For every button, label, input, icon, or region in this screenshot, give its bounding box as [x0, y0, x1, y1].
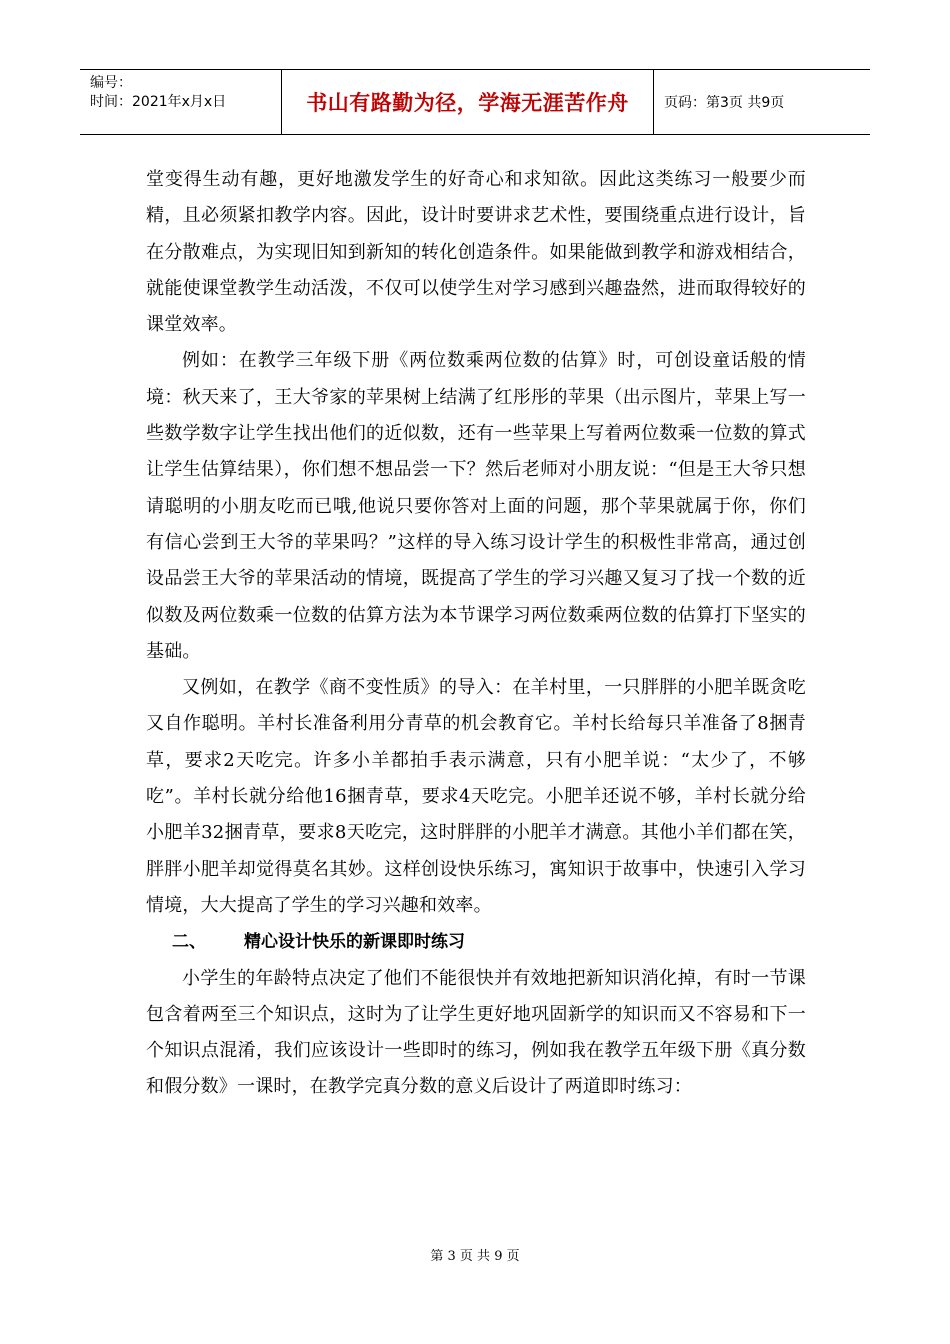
number-label: 编号：	[90, 75, 132, 91]
page-footer: 第 3 页 共 9 页	[430, 1249, 520, 1264]
section-title: 精心设计快乐的新课即时练习	[244, 932, 465, 953]
document-body	[146, 162, 806, 1106]
page-header	[80, 69, 870, 135]
header-motto: 书山有路勤为径，学海无涯苦作舟	[306, 91, 629, 115]
section-number: 二、	[172, 932, 206, 953]
header-meta	[80, 70, 282, 134]
paragraph-example-2: 又例如，在教学《商不变性质》的导入：在羊村里，一只胖胖的小肥羊既贪吃又自作聪明。羊村长准备利用分青草的机会教育它。羊村长给每只羊准备了8捆青草，要求2天吃完。许多小羊都拍手表示满意，只有小肥羊说：“太少了，不够吃”。羊村长就分给他16捆青草，要求4天吃完。小肥羊还说不够，羊村长就分给小肥羊32捆青草，要求8天吃完，这时胖胖的小肥羊才满意。其他小羊们都在笑，胖胖小肥羊却觉得莫名其妙。这样创设快乐练习，寓知识于故事中，快速引入学习情境，大大提高了学生的学习兴趣和效率。	[146, 677, 806, 916]
header-page-code: 页码：第3页 共9页	[664, 95, 785, 111]
paragraph-section-body: 小学生的年龄特点决定了他们不能很快并有效地把新知识消化掉，有时一节课包含着两至三个知识点，这时为了让学生更好地巩固新学的知识而又不容易和下一个知识点混淆，我们应该设计一些即时的练习，例如我在教学五年级下册《真分数和假分数》一课时，在教学完真分数的意义后设计了两道即时练习：	[146, 967, 806, 1098]
paragraph-example-1: 例如：在教学三年级下册《两位数乘两位数的估算》时，可创设童话般的情境：秋天来了，王大爷家的苹果树上结满了红彤彤的苹果（出示图片，苹果上写一些数学数字让学生找出他们的近似数，还有一些苹果上写着两位数乘一位数的算式让学生估算结果），你们想不想品尝一下？然后老师对小朋友说：“但是王大爷只想请聪明的小朋友吃而已哦,他说只要你答对上面的问题，那个苹果就属于你，你们有信心尝到王大爷的苹果吗？”这样的导入练习设计学生的积极性非常高，通过创设品尝王大爷的苹果活动的情境，既提高了学生的学习兴趣又复习了找一个数的近似数及两位数乘一位数的估算方法为本节课学习两位数乘两位数的估算打下坚实的基础。	[146, 350, 806, 662]
section-heading	[146, 924, 806, 960]
header-motto-cell	[282, 70, 654, 134]
date-label: 时间：2021年x月x日	[90, 94, 227, 110]
paragraph-continuation: 堂变得生动有趣，更好地激发学生的好奇心和求知欲。因此这类练习一般要少而精，且必须紧扣教学内容。因此，设计时要讲求艺术性，要围绕重点进行设计，旨在分散难点，为实现旧知到新知的转化创造条件。如果能做到教学和游戏相结合，就能使课堂教学生动活泼，不仅可以使学生对学习感到兴趣盎然，进而取得较好的课堂效率。	[146, 169, 806, 336]
